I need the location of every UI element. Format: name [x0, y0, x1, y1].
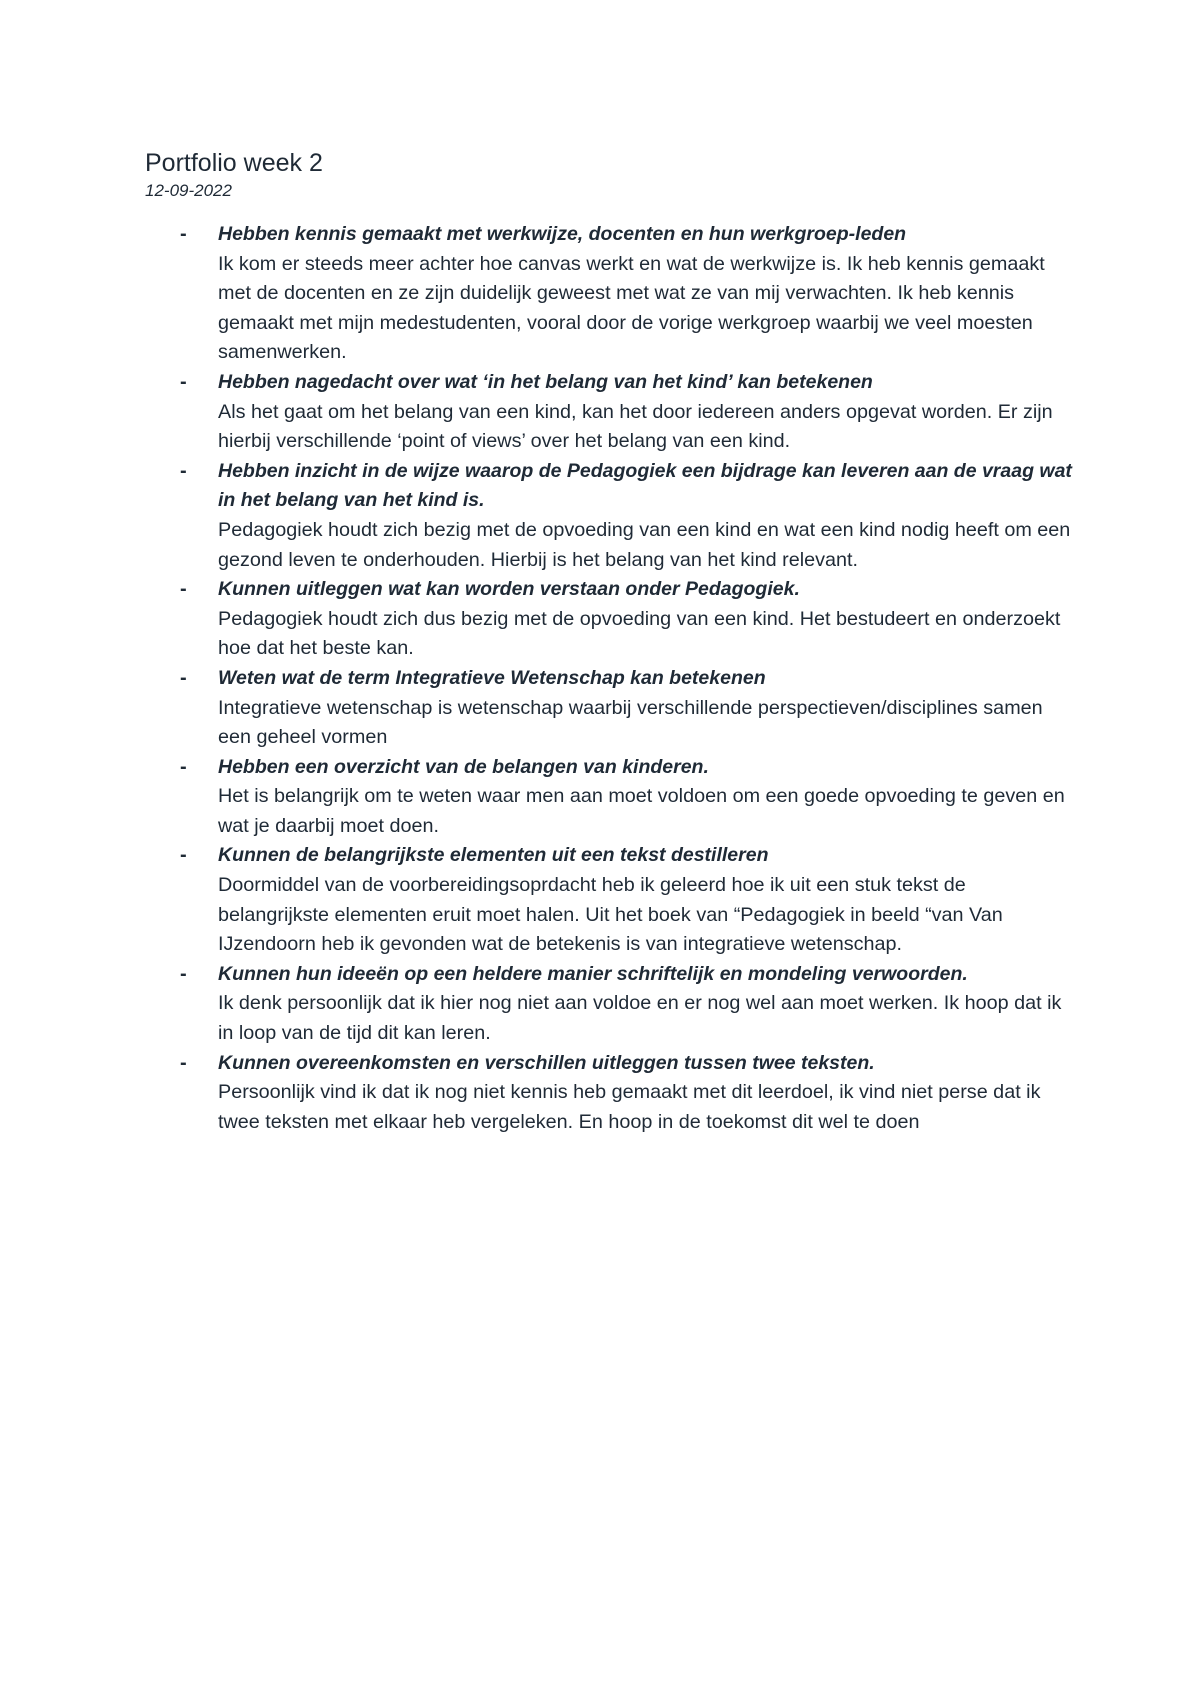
document-date: 12-09-2022 — [145, 181, 232, 200]
learning-goals-list — [145, 220, 1075, 1137]
learning-goal: Kunnen de belangrijkste elementen uit een tekst destilleren — [218, 844, 769, 867]
bullet-dash: - — [180, 962, 187, 985]
reflection-text: Ik denk persoonlijk dat ik hier nog niet aan voldoe en er nog wel aan moet werken. Ik hoop dat ik in loop van de tijd dit kan leren. — [218, 992, 1062, 1045]
list-item — [145, 575, 1075, 664]
list-item — [145, 841, 1075, 959]
bullet-dash: - — [180, 578, 187, 601]
learning-goal: Hebben nagedacht over wat ‘in het belang van het kind’ kan betekenen — [218, 370, 873, 393]
document-title: Portfolio week 2 — [145, 149, 323, 177]
bullet-dash: - — [180, 844, 187, 867]
reflection-text: Het is belangrijk om te weten waar men aan moet voldoen om een goede opvoeding te geven en wat je daarbij moet doen. — [218, 785, 1065, 837]
bullet-dash: - — [180, 370, 187, 393]
reflection-text: Pedagogiek houdt zich dus bezig met de opvoeding van een kind. Het bestudeert en onderzoekt hoe dat het beste kan. — [218, 607, 1061, 660]
reflection-text: Integratieve wetenschap is wetenschap waarbij verschillende perspectieven/disciplines samen een geheel vormen — [218, 696, 1043, 749]
learning-goal: Hebben een overzicht van de belangen van kinderen. — [218, 755, 709, 778]
reflection-text: Doormiddel van de voorbereidingsoprdacht heb ik geleerd hoe ik uit een stuk tekst de belangrijkste elementen eruit moet halen. Uit het boek van “Pedagogiek in beeld “van Van IJzendoorn heb ik gevonden wat de betekenis is van integratieve wetenschap. — [218, 874, 1003, 956]
list-item — [145, 457, 1075, 575]
reflection-text: Persoonlijk vind ik dat ik nog niet kennis heb gemaakt met dit leerdoel, ik vind niet perse dat ik twee teksten met elkaar heb vergeleken. En hoop in de toekomst dit wel te doen — [218, 1081, 1041, 1133]
reflection-text: Als het gaat om het belang van een kind, kan het door iedereen anders opgevat worden. Er zijn hierbij verschillende ‘point of views’ over het belang van een kind. — [218, 400, 1053, 453]
bullet-dash: - — [180, 1051, 187, 1074]
learning-goal: Kunnen hun ideeën op een heldere manier schriftelijk en mondeling verwoorden. — [218, 962, 968, 985]
list-item — [145, 960, 1075, 1049]
bullet-dash: - — [180, 666, 187, 689]
learning-goal: Weten wat de term Integratieve Wetenschap kan betekenen — [218, 666, 766, 689]
bullet-dash: - — [180, 755, 187, 778]
reflection-text: Pedagogiek houdt zich bezig met de opvoeding van een kind en wat een kind nodig heeft om een gezond leven te onderhouden. Hierbij is het belang van het kind relevant. — [218, 518, 1071, 571]
list-item — [145, 664, 1075, 753]
list-item — [145, 753, 1075, 842]
list-item — [145, 220, 1075, 368]
learning-goal: Kunnen overeenkomsten en verschillen uitleggen tussen twee teksten. — [218, 1051, 875, 1074]
learning-goal: Kunnen uitleggen wat kan worden verstaan onder Pedagogiek. — [218, 578, 800, 601]
list-item — [145, 368, 1075, 457]
learning-goal: Hebben kennis gemaakt met werkwijze, docenten en hun werkgroep-leden — [218, 223, 907, 245]
learning-goal: Hebben inzicht in de wijze waarop de Pedagogiek een bijdrage kan leveren aan de vraag wat in het belang van het kind is. — [218, 459, 1072, 512]
bullet-dash: - — [180, 223, 187, 245]
document-content — [145, 148, 1075, 1137]
list-item — [145, 1049, 1075, 1138]
bullet-dash: - — [180, 459, 187, 482]
reflection-text: Ik kom er steeds meer achter hoe canvas werkt en wat de werkwijze is. Ik heb kennis gemaakt met de docenten en ze zijn duidelijk geweest met wat ze van mij verwachten. Ik heb kennis gemaakt met mijn medestudenten, vooral door de vorige werkgroep waarbij we veel moesten samenwerken. — [218, 252, 1045, 364]
